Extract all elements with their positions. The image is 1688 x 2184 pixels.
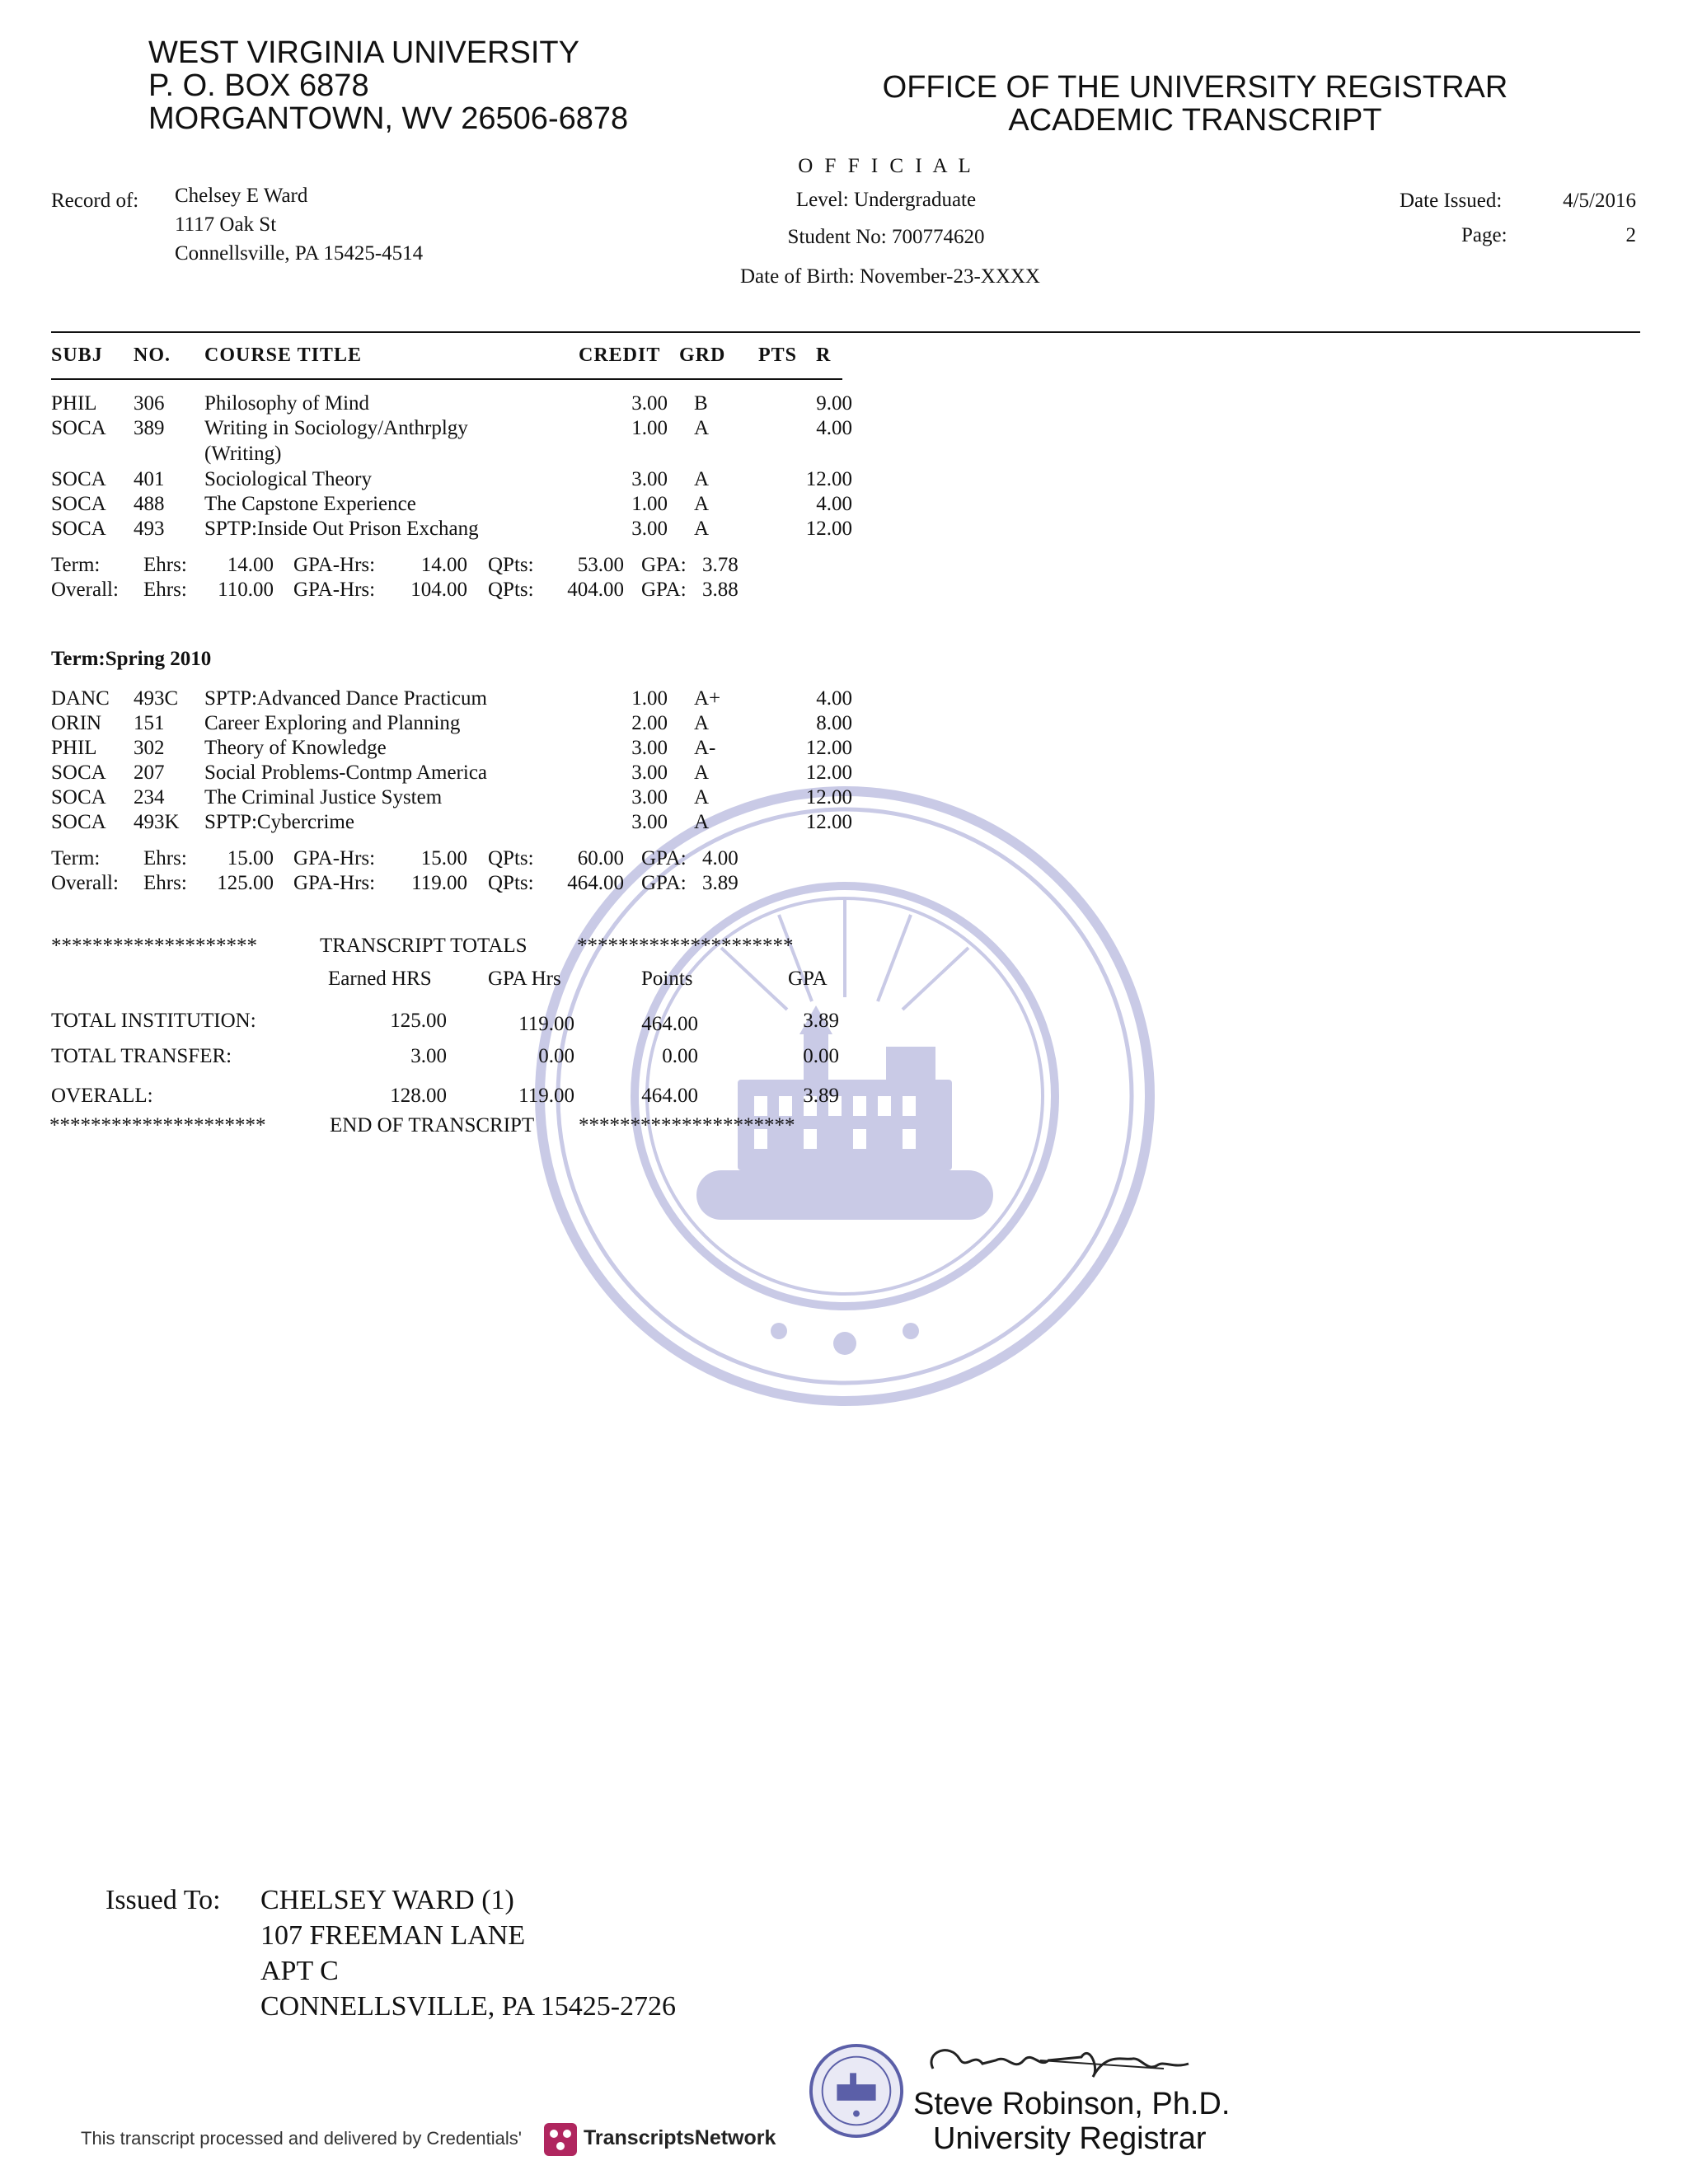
page-number: 2 xyxy=(1625,224,1636,246)
course-subj: ORIN xyxy=(51,712,102,734)
term-ehrs: 15.00 xyxy=(227,847,274,869)
course-points: 4.00 xyxy=(816,687,852,710)
term-gpahrs: 15.00 xyxy=(420,847,467,869)
student-no: Student No: 700774620 xyxy=(787,226,985,248)
course-credit: 1.00 xyxy=(631,417,668,439)
overall-qpts: 464.00 xyxy=(567,872,624,894)
term-gpa: 4.00 xyxy=(702,847,738,869)
gpa-label: GPA: xyxy=(641,872,687,894)
stars-left: ******************** xyxy=(51,935,257,957)
gpahrs-label: GPA-Hrs: xyxy=(293,554,376,576)
course-credit: 3.00 xyxy=(631,811,668,833)
small-seal-icon xyxy=(808,2042,905,2139)
course-no: 488 xyxy=(134,493,165,515)
course-title: Social Problems-Contmp America xyxy=(204,762,488,784)
course-credit: 3.00 xyxy=(631,737,668,759)
course-title: Theory of Knowledge xyxy=(204,737,387,759)
course-credit: 3.00 xyxy=(631,468,668,490)
course-subj: DANC xyxy=(51,687,110,710)
transcript-title: ACADEMIC TRANSCRIPT xyxy=(1008,103,1382,138)
record-name: Chelsey E Ward xyxy=(175,185,308,207)
totals-title: TRANSCRIPT TOTALS xyxy=(320,935,528,957)
totals-row-label: TOTAL TRANSFER: xyxy=(51,1045,232,1067)
ehrs-label: Ehrs: xyxy=(143,872,187,894)
gpa-label: GPA: xyxy=(641,554,687,576)
overall-qpts: 404.00 xyxy=(567,579,624,601)
course-title: Sociological Theory xyxy=(204,468,372,490)
official-label: O F F I C I A L xyxy=(798,155,974,177)
term-gpa: 3.78 xyxy=(702,554,738,576)
course-grade: A xyxy=(694,786,710,808)
signer-title: University Registrar xyxy=(933,2121,1207,2156)
totals-points: 464.00 xyxy=(641,1085,698,1107)
term-gpahrs: 14.00 xyxy=(420,554,467,576)
totals-gpa: 0.00 xyxy=(803,1045,839,1067)
col-earned-hrs: Earned HRS xyxy=(328,968,432,990)
course-no: 302 xyxy=(134,737,165,759)
totals-earned: 3.00 xyxy=(410,1045,447,1067)
signer-name: Steve Robinson, Ph.D. xyxy=(913,2087,1231,2121)
course-grade: A xyxy=(694,811,710,833)
col-points: Points xyxy=(641,968,693,990)
processed-by-text: This transcript processed and delivered by Credentials' xyxy=(81,2128,522,2149)
course-points: 12.00 xyxy=(805,737,852,759)
course-grade: A xyxy=(694,468,710,490)
stars-left: ********************* xyxy=(49,1114,266,1137)
header-pts: PTS xyxy=(758,344,798,366)
course-no: 207 xyxy=(134,762,165,784)
overall-ehrs: 125.00 xyxy=(217,872,274,894)
course-title: (Writing) xyxy=(204,443,282,465)
totals-gpahrs: 0.00 xyxy=(538,1045,574,1067)
course-title: SPTP:Advanced Dance Practicum xyxy=(204,687,487,710)
course-no: 306 xyxy=(134,392,165,415)
totals-gpa: 3.89 xyxy=(803,1085,839,1107)
course-grade: A xyxy=(694,518,710,540)
course-grade: A xyxy=(694,712,710,734)
header-divider xyxy=(51,331,1640,333)
course-no: 401 xyxy=(134,468,165,490)
gpa-label: GPA: xyxy=(641,579,687,601)
course-grade: A+ xyxy=(694,687,721,710)
course-subj: SOCA xyxy=(51,811,106,833)
overall-gpahrs: 119.00 xyxy=(411,872,467,894)
course-title: SPTP:Cybercrime xyxy=(204,811,354,833)
record-address-line1: 1117 Oak St xyxy=(175,213,277,236)
overall-gpahrs: 104.00 xyxy=(410,579,467,601)
transcripts-network-label: TranscriptsNetwork xyxy=(584,2126,776,2149)
qpts-label: QPts: xyxy=(488,847,534,869)
course-credit: 3.00 xyxy=(631,392,668,415)
overall-gpa: 3.89 xyxy=(702,872,738,894)
registrar-signature xyxy=(917,2036,1213,2093)
university-name: WEST VIRGINIA UNIVERSITY xyxy=(148,35,579,70)
gpahrs-label: GPA-Hrs: xyxy=(293,872,376,894)
university-city: MORGANTOWN, WV 26506-6878 xyxy=(148,101,629,136)
ehrs-label: Ehrs: xyxy=(143,554,187,576)
stars-right: ********************* xyxy=(579,1114,795,1137)
header-credit: CREDIT xyxy=(579,344,661,366)
totals-points: 0.00 xyxy=(662,1045,698,1067)
date-issued-label: Date Issued: xyxy=(1400,190,1503,212)
course-no: 389 xyxy=(134,417,165,439)
course-credit: 3.00 xyxy=(631,518,668,540)
course-subj: SOCA xyxy=(51,493,106,515)
course-points: 12.00 xyxy=(805,518,852,540)
course-no: 493 xyxy=(134,518,165,540)
course-points: 8.00 xyxy=(816,712,852,734)
term-ehrs: 14.00 xyxy=(227,554,274,576)
course-points: 12.00 xyxy=(805,786,852,808)
totals-row-label: TOTAL INSTITUTION: xyxy=(51,1010,256,1032)
header-grd: GRD xyxy=(679,344,726,366)
course-points: 12.00 xyxy=(805,811,852,833)
term-label: Term: xyxy=(51,847,101,869)
course-subj: SOCA xyxy=(51,417,106,439)
issued-to-address3: CONNELLSVILLE, PA 15425-2726 xyxy=(260,1991,677,2022)
course-title: The Capstone Experience xyxy=(204,493,416,515)
term-title: Term:Spring 2010 xyxy=(51,648,212,670)
end-title: END OF TRANSCRIPT xyxy=(330,1114,535,1137)
course-points: 12.00 xyxy=(805,468,852,490)
date-of-birth: Date of Birth: November-23-XXXX xyxy=(740,265,1040,288)
course-no: 493K xyxy=(134,811,180,833)
ehrs-label: Ehrs: xyxy=(143,847,187,869)
course-grade: A xyxy=(694,417,710,439)
issued-to-address2: APT C xyxy=(260,1956,339,1986)
course-title: Philosophy of Mind xyxy=(204,392,370,415)
university-po-box: P. O. BOX 6878 xyxy=(148,68,369,103)
overall-label: Overall: xyxy=(51,872,119,894)
course-no: 151 xyxy=(134,712,165,734)
issued-to-label: Issued To: xyxy=(106,1885,221,1915)
gpahrs-label: GPA-Hrs: xyxy=(293,579,376,601)
course-grade: A xyxy=(694,762,710,784)
ehrs-label: Ehrs: xyxy=(143,579,187,601)
col-gpa-hrs: GPA Hrs xyxy=(488,968,561,990)
totals-earned: 125.00 xyxy=(390,1010,447,1032)
course-title: The Criminal Justice System xyxy=(204,786,443,808)
course-subj: SOCA xyxy=(51,518,106,540)
course-subj: SOCA xyxy=(51,468,106,490)
course-no: 493C xyxy=(134,687,179,710)
office-title: OFFICE OF THE UNIVERSITY REGISTRAR xyxy=(882,70,1508,105)
overall-label: Overall: xyxy=(51,579,119,601)
qpts-label: QPts: xyxy=(488,579,534,601)
course-grade: A- xyxy=(694,737,716,759)
course-subj: SOCA xyxy=(51,762,106,784)
gpahrs-label: GPA-Hrs: xyxy=(293,847,376,869)
course-credit: 3.00 xyxy=(631,762,668,784)
totals-earned: 128.00 xyxy=(390,1085,447,1107)
term-label: Term: xyxy=(51,554,101,576)
course-grade: B xyxy=(694,392,708,415)
header-no: NO. xyxy=(134,344,171,366)
header-r: R xyxy=(816,344,832,366)
course-credit: 1.00 xyxy=(631,687,668,710)
issued-to-name: CHELSEY WARD (1) xyxy=(260,1885,514,1915)
course-points: 12.00 xyxy=(805,762,852,784)
totals-gpahrs: 119.00 xyxy=(518,1085,574,1107)
course-credit: 2.00 xyxy=(631,712,668,734)
course-credit: 3.00 xyxy=(631,786,668,808)
course-grade: A xyxy=(694,493,710,515)
qpts-label: QPts: xyxy=(488,872,534,894)
overall-ehrs: 110.00 xyxy=(218,579,274,601)
level: Level: Undergraduate xyxy=(795,189,977,211)
course-no: 234 xyxy=(134,786,165,808)
course-subj: PHIL xyxy=(51,737,97,759)
transcripts-network-logo-icon xyxy=(544,2123,577,2156)
term-qpts: 53.00 xyxy=(577,554,624,576)
header-course-title: COURSE TITLE xyxy=(204,344,362,366)
col-gpa: GPA xyxy=(788,968,828,990)
table-header-divider xyxy=(51,378,842,380)
totals-points: 464.00 xyxy=(641,1013,698,1035)
page-label: Page: xyxy=(1461,224,1507,246)
overall-gpa: 3.88 xyxy=(702,579,738,601)
totals-row-label: OVERALL: xyxy=(51,1085,153,1107)
course-subj: SOCA xyxy=(51,786,106,808)
stars-right: ********************* xyxy=(577,935,794,957)
gpa-label: GPA: xyxy=(641,847,687,869)
totals-gpa: 3.89 xyxy=(803,1010,839,1032)
totals-gpahrs: 119.00 xyxy=(518,1013,574,1035)
qpts-label: QPts: xyxy=(488,554,534,576)
course-title: SPTP:Inside Out Prison Exchang xyxy=(204,518,479,540)
course-title: Writing in Sociology/Anthrplgy xyxy=(204,417,468,439)
record-address-line2: Connellsville, PA 15425-4514 xyxy=(175,242,424,265)
course-points: 9.00 xyxy=(816,392,852,415)
term-qpts: 60.00 xyxy=(577,847,624,869)
course-points: 4.00 xyxy=(816,417,852,439)
course-points: 4.00 xyxy=(816,493,852,515)
course-credit: 1.00 xyxy=(631,493,668,515)
date-issued: 4/5/2016 xyxy=(1563,190,1636,212)
course-title: Career Exploring and Planning xyxy=(204,712,461,734)
issued-to-address1: 107 FREEMAN LANE xyxy=(260,1920,526,1951)
course-subj: PHIL xyxy=(51,392,97,415)
header-subj: SUBJ xyxy=(51,344,103,366)
record-of-label: Record of: xyxy=(51,190,139,212)
